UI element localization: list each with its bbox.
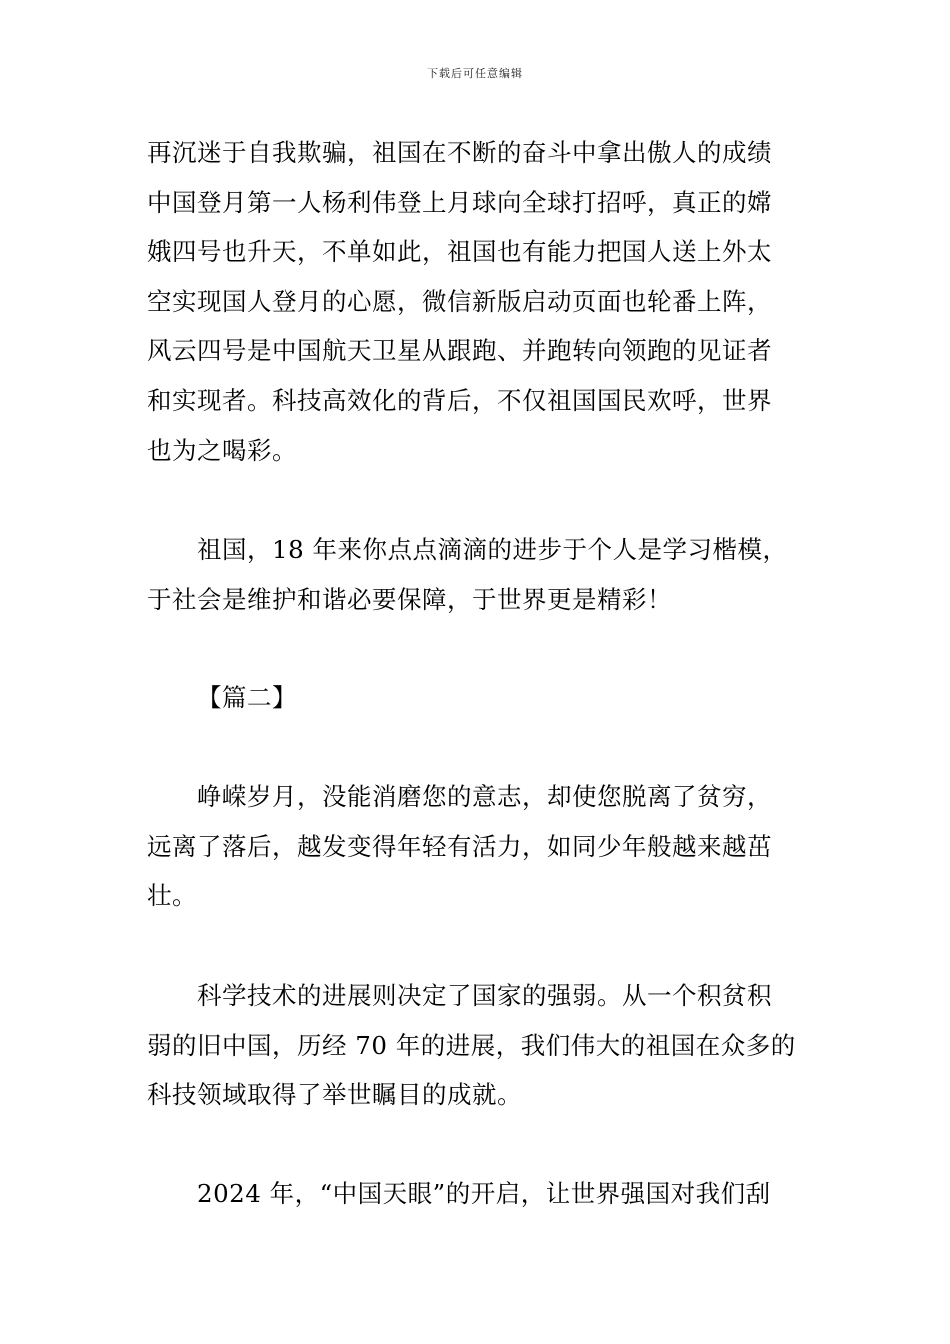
text-line: 科学技术的进展则决定了国家的强弱。从一个积贫积 <box>197 981 772 1010</box>
text-line: 弱的旧中国，历经 70 年的进展，我们伟大的祖国在众多的 <box>147 1030 796 1060</box>
page-header: 下载后可任意编辑 <box>427 67 523 80</box>
text-line: 空实现国人登月的心愿，微信新版启动页面也轮番上阵， <box>147 286 772 316</box>
text-line: 科技领域取得了举世瞩目的成就。 <box>147 1080 522 1110</box>
text-line: 于社会是维护和谐必要保障，于世界更是精彩！ <box>147 584 672 614</box>
paragraph <box>147 772 807 921</box>
paragraph-continued <box>147 128 807 475</box>
text-line: 娥四号也升天，不单如此，祖国也有能力把国人送上外太 <box>147 237 772 267</box>
paragraph <box>147 971 807 1120</box>
text-line: 风云四号是中国航天卫星从跟跑、并跑转向领跑的见证者 <box>147 336 772 366</box>
paragraph <box>147 525 807 624</box>
text-line: 祖国，18 年来你点点滴滴的进步于个人是学习楷模， <box>197 535 788 564</box>
text-line: 也为之喝彩。 <box>147 435 297 465</box>
text-line: 中国登月第一人杨利伟登上月球向全球打招呼，真正的嫦 <box>147 187 772 217</box>
text-line: 远离了落后，越发变得年轻有活力，如同少年般越来越茁 <box>147 831 772 861</box>
text-line: 壮。 <box>147 881 197 911</box>
text-line: 再沉迷于自我欺骗，祖国在不断的奋斗中拿出傲人的成绩 <box>147 138 772 167</box>
text-line: 2024 年，“中国天眼”的开启，让世界强国对我们刮 <box>197 1179 771 1208</box>
paragraph <box>147 1169 807 1219</box>
text-line: 峥嵘岁月，没能消磨您的意志，却使您脱离了贫穷， <box>197 782 772 811</box>
text-line: 和实现者。科技高效化的背后，不仅祖国国民欢呼，世界 <box>147 385 772 415</box>
section-heading-text: 【篇二】 <box>197 683 297 712</box>
section-heading <box>147 673 807 723</box>
